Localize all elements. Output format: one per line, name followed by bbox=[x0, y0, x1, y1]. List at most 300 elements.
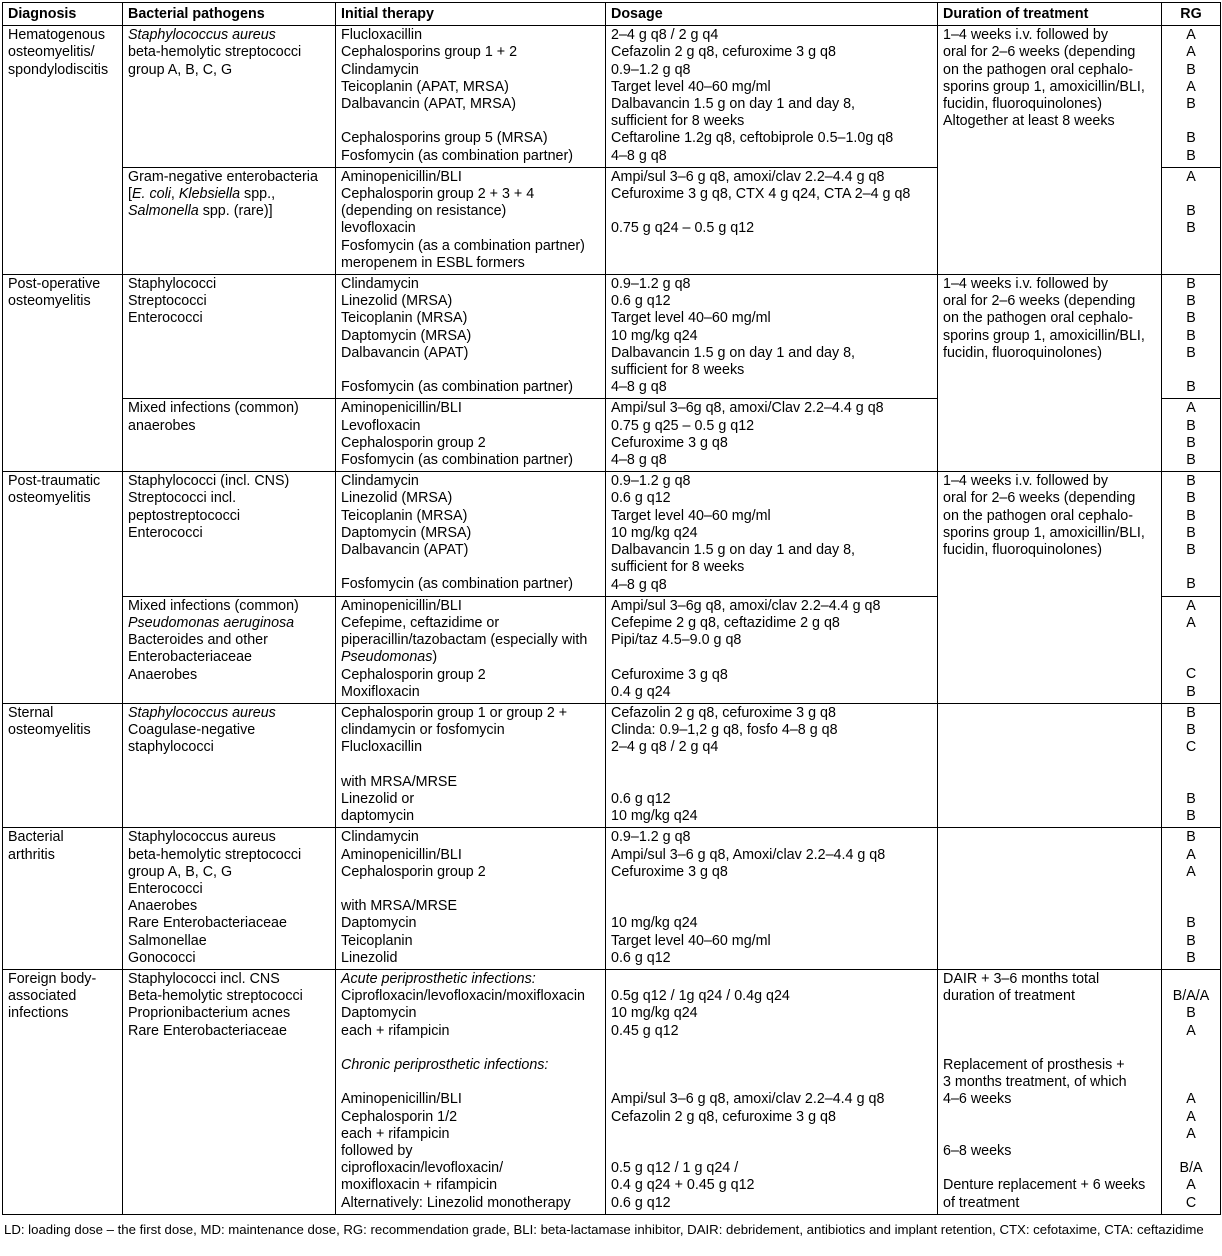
duration-line bbox=[943, 1160, 1156, 1177]
therapy-line: Fosfomycin (as combination partner) bbox=[341, 379, 574, 396]
therapy-cell bbox=[336, 167, 606, 274]
rg-line: A bbox=[1186, 78, 1196, 95]
duration-line: sporins group 1, amoxicillin/BLI, bbox=[943, 524, 1145, 541]
pathogen-line: Staphylococcus aureus bbox=[128, 704, 276, 721]
rg-line: B bbox=[1186, 542, 1196, 559]
dosage-line: 0.6 g q12 bbox=[611, 790, 671, 807]
duration-line: sporins group 1, amoxicillin/BLI, bbox=[943, 78, 1145, 95]
therapy-cell bbox=[336, 828, 606, 970]
dosage-line: 4–8 g q8 bbox=[611, 147, 667, 164]
therapy-line bbox=[341, 881, 600, 898]
therapy-line bbox=[341, 757, 600, 774]
therapy-line: Daptomycin bbox=[341, 915, 417, 932]
pathogen-line: Salmonellae bbox=[128, 932, 207, 949]
dosage-line: 0.6 g q12 bbox=[611, 949, 671, 966]
duration-line: fucidin, fluoroquinolones) bbox=[943, 96, 1102, 113]
rg-line bbox=[1164, 649, 1218, 666]
therapy-line: Aminopenicillin/BLI bbox=[341, 597, 462, 614]
pathogens-cell bbox=[123, 472, 336, 596]
dosage-line: 0.45 g q12 bbox=[611, 1022, 679, 1039]
dosage-line bbox=[611, 649, 932, 666]
diagnosis-cell bbox=[3, 472, 123, 704]
therapy-line: Clindamycin bbox=[341, 61, 419, 78]
dosage-line: 0.9–1.2 g q8 bbox=[611, 829, 691, 846]
rg-line: B bbox=[1186, 203, 1196, 220]
therapy-line: with MRSA/MRSE bbox=[341, 898, 457, 915]
therapy-cell bbox=[336, 703, 606, 827]
pathogen-line: [E. coli, Klebsiella spp., bbox=[128, 186, 276, 203]
therapy-line: Teicoplanin (APAT, MRSA) bbox=[341, 78, 509, 95]
dosage-cell bbox=[606, 26, 938, 168]
dosage-cell bbox=[606, 596, 938, 703]
rg-line bbox=[1164, 113, 1218, 130]
duration-line: of treatment bbox=[943, 1194, 1020, 1211]
pathogen-line: Gonococci bbox=[128, 949, 196, 966]
duration-line: 6–8 weeks bbox=[943, 1142, 1012, 1159]
therapy-line bbox=[341, 1074, 600, 1091]
dosage-line: 0.6 g q12 bbox=[611, 1194, 671, 1211]
pathogens-cell bbox=[123, 275, 336, 399]
duration-line: Altogether at least 8 weeks bbox=[943, 113, 1115, 130]
rg-line: B bbox=[1186, 1005, 1196, 1022]
therapy-line: Aminopenicillin/BLI bbox=[341, 168, 462, 185]
dosage-line: 0.9–1.2 g q8 bbox=[611, 276, 691, 293]
rg-line: A bbox=[1186, 1022, 1196, 1039]
dosage-line: 0.4 g q24 bbox=[611, 683, 671, 700]
diagnosis-cell bbox=[3, 703, 123, 827]
dosage-line: 10 mg/kg q24 bbox=[611, 524, 698, 541]
dosage-line: Target level 40–60 mg/ml bbox=[611, 78, 771, 95]
dosage-line bbox=[611, 1057, 932, 1074]
therapy-line: with MRSA/MRSE bbox=[341, 773, 457, 790]
dosage-line bbox=[611, 1126, 932, 1143]
rg-line: B bbox=[1186, 808, 1196, 825]
duration-line: 1–4 weeks i.v. followed by bbox=[943, 276, 1109, 293]
pathogen-line: Proprionibacterium acnes bbox=[128, 1005, 291, 1022]
pathogen-line: Beta-hemolytic streptococci bbox=[128, 988, 303, 1005]
rg-line: A bbox=[1186, 1108, 1196, 1125]
therapy-line: Teicoplanin (MRSA) bbox=[341, 507, 468, 524]
therapy-line: Linezolid or bbox=[341, 790, 415, 807]
dosage-line: Cefuroxime 3 g q8 bbox=[611, 434, 728, 451]
rg-line bbox=[1164, 757, 1218, 774]
diagnosis-line: Post-traumatic bbox=[8, 473, 101, 490]
rg-line: B bbox=[1186, 310, 1196, 327]
therapy-line: Aminopenicillin/BLI bbox=[341, 846, 462, 863]
pathogen-line: peptostreptococci bbox=[128, 507, 241, 524]
therapy-line: Fosfomycin (as combination partner) bbox=[341, 452, 574, 469]
dosage-line: 0.9–1.2 g q8 bbox=[611, 61, 691, 78]
duration-line: duration of treatment bbox=[943, 988, 1075, 1005]
rg-line: B/A bbox=[1179, 1160, 1203, 1177]
duration-line: DAIR + 3–6 months total bbox=[943, 970, 1100, 987]
diagnosis-cell bbox=[3, 26, 123, 275]
dosage-line: Ampi/sul 3–6g q8, amoxi/Clav 2.2–4.4 g q8 bbox=[611, 400, 884, 417]
therapy-line: Cefepime, ceftazidime or bbox=[341, 614, 500, 631]
therapy-line bbox=[341, 113, 600, 130]
pathogen-line: Coagulase-negative bbox=[128, 722, 256, 739]
dosage-line: 10 mg/kg q24 bbox=[611, 327, 698, 344]
pathogens-cell bbox=[123, 399, 336, 472]
rg-line bbox=[1164, 1040, 1218, 1057]
dosage-line: 0.75 g q24 – 0.5 g q12 bbox=[611, 220, 755, 237]
dosage-line: 2–4 g q8 / 2 g q4 bbox=[611, 739, 719, 756]
dosage-line: Cefuroxime 3 g q8 bbox=[611, 863, 728, 880]
pathogens-cell bbox=[123, 596, 336, 703]
pathogen-line: Mixed infections (common) bbox=[128, 597, 299, 614]
therapy-line: Cephalosporin group 2 + 3 + 4 bbox=[341, 186, 535, 203]
therapy-line: Linezolid (MRSA) bbox=[341, 490, 453, 507]
duration-line: Denture replacement + 6 weeks bbox=[943, 1177, 1146, 1194]
therapy-line bbox=[341, 362, 600, 379]
duration-line bbox=[943, 1040, 1156, 1057]
diagnosis-line: infections bbox=[8, 1005, 69, 1022]
table-row bbox=[3, 703, 1221, 827]
dosage-line: 0.5g q12 / 1g q24 / 0.4g q24 bbox=[611, 988, 790, 1005]
therapy-line: Cephalosporin group 2 bbox=[341, 666, 486, 683]
rg-line: A bbox=[1186, 168, 1196, 185]
pathogen-line: Streptococci incl. bbox=[128, 490, 237, 507]
rg-line bbox=[1164, 186, 1218, 203]
pathogen-line: Enterobacteriaceae bbox=[128, 649, 252, 666]
therapy-cell bbox=[336, 399, 606, 472]
therapy-cell bbox=[336, 472, 606, 596]
dosage-line: sufficient for 8 weeks bbox=[611, 559, 745, 576]
rg-cell bbox=[1162, 472, 1221, 596]
therapy-line: Fosfomycin (as combination partner) bbox=[341, 576, 574, 593]
rg-line: B bbox=[1186, 683, 1196, 700]
duration-cell bbox=[938, 969, 1162, 1214]
therapy-line: piperacillin/tazobactam (especially with bbox=[341, 632, 588, 649]
dosage-cell bbox=[606, 703, 938, 827]
duration-line: oral for 2–6 weeks (depending bbox=[943, 44, 1136, 61]
rg-line: B bbox=[1186, 915, 1196, 932]
header-rg: RG bbox=[1162, 3, 1221, 26]
therapy-line: Dalbavancin (APAT, MRSA) bbox=[341, 96, 517, 113]
rg-line: A bbox=[1186, 27, 1196, 44]
pathogen-line: Enterococci bbox=[128, 310, 203, 327]
therapy-line: Pseudomonas) bbox=[341, 649, 438, 666]
dosage-line bbox=[611, 898, 932, 915]
rg-line bbox=[1164, 971, 1218, 988]
therapy-cell bbox=[336, 26, 606, 168]
dosage-line: 0.6 g q12 bbox=[611, 293, 671, 310]
therapy-line: followed by bbox=[341, 1142, 413, 1159]
rg-cell bbox=[1162, 596, 1221, 703]
dosage-line: 4–8 g q8 bbox=[611, 379, 667, 396]
dosage-line bbox=[611, 774, 932, 791]
dosage-line bbox=[611, 881, 932, 898]
therapy-line: Teicoplanin (MRSA) bbox=[341, 310, 468, 327]
diagnosis-line: Post-operative bbox=[8, 276, 101, 293]
therapy-line bbox=[341, 559, 600, 576]
diagnosis-line: osteomyelitis/ bbox=[8, 44, 95, 61]
dosage-line: 0.6 g q12 bbox=[611, 490, 671, 507]
rg-line: A bbox=[1186, 597, 1196, 614]
rg-line: B bbox=[1186, 452, 1196, 469]
pathogens-cell bbox=[123, 828, 336, 970]
duration-line: on the pathogen oral cephalo- bbox=[943, 61, 1133, 78]
table-row bbox=[3, 828, 1221, 970]
pathogen-line: Gram-negative enterobacteria bbox=[128, 168, 318, 185]
rg-cell bbox=[1162, 703, 1221, 827]
rg-line: C bbox=[1185, 666, 1197, 683]
dosage-line: Target level 40–60 mg/ml bbox=[611, 310, 771, 327]
dosage-line bbox=[611, 238, 932, 255]
rg-line: B bbox=[1186, 147, 1196, 164]
duration-line: on the pathogen oral cephalo- bbox=[943, 507, 1133, 524]
duration-line: sporins group 1, amoxicillin/BLI, bbox=[943, 327, 1145, 344]
rg-line bbox=[1164, 881, 1218, 898]
table-footnote: LD: loading dose – the first dose, MD: maintenance dose, RG: recommendation grade, BLI: beta-lactamase inhibitor, DAIR: debridement, antibiotics and implant retention, CTX: cefotaxime, CTA: ceftazidime bbox=[4, 1221, 1204, 1237]
dosage-line: Cefazolin 2 g q8, cefuroxime 3 g q8 bbox=[611, 704, 836, 721]
diagnosis-cell bbox=[3, 828, 123, 970]
duration-line bbox=[943, 1126, 1156, 1143]
dosage-cell bbox=[606, 167, 938, 274]
duration-line: Replacement of prosthesis + bbox=[943, 1056, 1125, 1073]
pathogen-line: Pseudomonas aeruginosa bbox=[128, 614, 295, 631]
dosage-line bbox=[611, 1074, 932, 1091]
therapy-line: Clindamycin bbox=[341, 276, 419, 293]
diagnosis-line: Bacterial bbox=[8, 829, 64, 846]
header-row bbox=[3, 3, 1221, 26]
rg-line: B/A/A bbox=[1172, 988, 1210, 1005]
rg-line: C bbox=[1185, 739, 1197, 756]
dosage-line: 10 mg/kg q24 bbox=[611, 915, 698, 932]
rg-line: B bbox=[1186, 949, 1196, 966]
therapy-line: Daptomycin (MRSA) bbox=[341, 327, 472, 344]
dosage-line: Ampi/sul 3–6 g q8, amoxi/clav 2.2–4.4 g q8 bbox=[611, 168, 885, 185]
duration-line bbox=[943, 1023, 1156, 1040]
therapy-line: Fosfomycin (as combination partner) bbox=[341, 147, 574, 164]
duration-line: oral for 2–6 weeks (depending bbox=[943, 490, 1136, 507]
pathogen-line: Rare Enterobacteriaceae bbox=[128, 915, 287, 932]
dosage-cell bbox=[606, 969, 938, 1214]
therapy-line: Levofloxacin bbox=[341, 417, 421, 434]
rg-line: B bbox=[1186, 327, 1196, 344]
rg-line: B bbox=[1186, 829, 1196, 846]
rg-cell bbox=[1162, 275, 1221, 399]
dosage-line: Cefepime 2 g q8, ceftazidime 2 g q8 bbox=[611, 614, 840, 631]
dosage-line bbox=[611, 1040, 932, 1057]
pathogen-line: Staphylococcus aureus bbox=[128, 829, 276, 846]
rg-line bbox=[1164, 255, 1218, 272]
rg-line bbox=[1164, 1143, 1218, 1160]
dosage-line: 2–4 g q8 / 2 g q4 bbox=[611, 27, 719, 44]
dosage-line: Ampi/sul 3–6g q8, amoxi/clav 2.2–4.4 g q8 bbox=[611, 597, 881, 614]
dosage-line: 0.75 g q25 – 0.5 g q12 bbox=[611, 417, 755, 434]
therapy-line: Linezolid bbox=[341, 949, 398, 966]
duration-line: fucidin, fluoroquinolones) bbox=[943, 542, 1102, 559]
pathogens-cell bbox=[123, 969, 336, 1214]
dosage-line: Cefuroxime 3 g q8 bbox=[611, 666, 728, 683]
dosage-line: sufficient for 8 weeks bbox=[611, 362, 745, 379]
rg-line bbox=[1164, 774, 1218, 791]
dosage-line: Cefuroxime 3 g q8, CTX 4 g q24, CTA 2–4 g q8 bbox=[611, 186, 911, 203]
rg-cell bbox=[1162, 399, 1221, 472]
dosage-line: Dalbavancin 1.5 g on day 1 and day 8, bbox=[611, 344, 856, 361]
rg-line bbox=[1164, 1057, 1218, 1074]
pathogen-line: Staphylococcus aureus bbox=[128, 27, 276, 44]
dosage-line: sufficient for 8 weeks bbox=[611, 113, 745, 130]
therapy-line: Chronic periprosthetic infections: bbox=[341, 1056, 549, 1073]
table-body bbox=[3, 26, 1221, 1215]
therapy-line: Cephalosporins group 1 + 2 bbox=[341, 44, 518, 61]
pathogen-line: Staphylococci incl. CNS bbox=[128, 970, 280, 987]
rg-line: B bbox=[1186, 130, 1196, 147]
dosage-line: 4–8 g q8 bbox=[611, 452, 667, 469]
dosage-line: Cefazolin 2 g q8, cefuroxime 3 g q8 bbox=[611, 44, 836, 61]
diagnosis-cell bbox=[3, 275, 123, 472]
pathogen-line: Anaerobes bbox=[128, 666, 198, 683]
therapy-line: Flucloxacillin bbox=[341, 27, 423, 44]
therapy-line: ciprofloxacin/levofloxacin/ bbox=[341, 1160, 504, 1177]
header-diagnosis: Diagnosis bbox=[3, 3, 123, 26]
dosage-line bbox=[611, 255, 932, 272]
therapy-line: Aminopenicillin/BLI bbox=[341, 1091, 462, 1108]
dosage-line: 0.4 g q24 + 0.45 g q12 bbox=[611, 1177, 755, 1194]
therapy-line: Cephalosporin group 2 bbox=[341, 863, 486, 880]
duration-line: fucidin, fluoroquinolones) bbox=[943, 344, 1102, 361]
therapy-line: Dalbavancin (APAT) bbox=[341, 344, 469, 361]
rg-line bbox=[1164, 632, 1218, 649]
dosage-line bbox=[611, 203, 932, 220]
diagnosis-cell bbox=[3, 969, 123, 1214]
dosage-cell bbox=[606, 828, 938, 970]
therapy-line: clindamycin or fosfomycin bbox=[341, 722, 505, 739]
dosage-line: Target level 40–60 mg/ml bbox=[611, 507, 771, 524]
rg-line: A bbox=[1186, 400, 1196, 417]
table-header bbox=[3, 3, 1221, 26]
therapy-line: Daptomycin (MRSA) bbox=[341, 524, 472, 541]
rg-line: B bbox=[1186, 344, 1196, 361]
duration-line: 3 months treatment, of which bbox=[943, 1074, 1127, 1091]
dosage-line: Dalbavancin 1.5 g on day 1 and day 8, bbox=[611, 542, 856, 559]
dosage-line: 4–8 g q8 bbox=[611, 576, 667, 593]
dosage-line: Cefazolin 2 g q8, cefuroxime 3 g q8 bbox=[611, 1108, 836, 1125]
therapy-line: Clindamycin bbox=[341, 473, 419, 490]
therapy-line: meropenem in ESBL formers bbox=[341, 254, 525, 271]
rg-line: B bbox=[1186, 524, 1196, 541]
table-row bbox=[3, 472, 1221, 596]
dosage-line: 0.9–1.2 g q8 bbox=[611, 473, 691, 490]
therapy-line: Alternatively: Linezolid monotherapy bbox=[341, 1194, 571, 1211]
pathogen-line: Staphylococci bbox=[128, 276, 217, 293]
diagnosis-line: osteomyelitis bbox=[8, 293, 91, 310]
header-dosage: Dosage bbox=[606, 3, 938, 26]
pathogen-line: group A, B, C, G bbox=[128, 61, 233, 78]
rg-cell bbox=[1162, 828, 1221, 970]
rg-line bbox=[1164, 1074, 1218, 1091]
pathogens-cell bbox=[123, 26, 336, 168]
therapy-line: (depending on resistance) bbox=[341, 203, 507, 220]
dosage-line: Ampi/sul 3–6 g q8, amoxi/clav 2.2–4.4 g q8 bbox=[611, 1091, 885, 1108]
pathogen-line: Salmonella spp. (rare)] bbox=[128, 203, 273, 220]
therapy-line: Ciprofloxacin/levofloxacin/moxifloxacin bbox=[341, 988, 585, 1005]
rg-line bbox=[1164, 238, 1218, 255]
pathogen-line: staphylococci bbox=[128, 739, 214, 756]
rg-line: B bbox=[1186, 507, 1196, 524]
rg-line: B bbox=[1186, 434, 1196, 451]
duration-line: 1–4 weeks i.v. followed by bbox=[943, 473, 1109, 490]
dosage-line: Ampi/sul 3–6 g q8, Amoxi/clav 2.2–4.4 g q8 bbox=[611, 846, 886, 863]
therapy-line: daptomycin bbox=[341, 808, 415, 825]
rg-line: A bbox=[1186, 1125, 1196, 1142]
pathogens-cell bbox=[123, 167, 336, 274]
pathogen-line: Anaerobes bbox=[128, 898, 198, 915]
header-bacterial-pathogens: Bacterial pathogens bbox=[123, 3, 336, 26]
rg-line: B bbox=[1186, 379, 1196, 396]
pathogen-line: Staphylococci (incl. CNS) bbox=[128, 473, 290, 490]
pathogen-line: beta-hemolytic streptococci bbox=[128, 44, 302, 61]
duration-cell bbox=[938, 472, 1162, 704]
duration-cell bbox=[938, 275, 1162, 472]
duration-line: 4–6 weeks bbox=[943, 1091, 1012, 1108]
pathogen-line: Mixed infections (common) bbox=[128, 400, 299, 417]
pathogen-line: Enterococci bbox=[128, 880, 203, 897]
duration-cell bbox=[938, 703, 1162, 827]
dosage-line: Dalbavancin 1.5 g on day 1 and day 8, bbox=[611, 96, 856, 113]
rg-line bbox=[1164, 362, 1218, 379]
therapy-line: Teicoplanin bbox=[341, 932, 413, 949]
header-initial-therapy: Initial therapy bbox=[336, 3, 606, 26]
rg-line bbox=[1164, 898, 1218, 915]
dosage-line: Target level 40–60 mg/ml bbox=[611, 932, 771, 949]
pathogen-line: group A, B, C, G bbox=[128, 863, 233, 880]
rg-line: B bbox=[1186, 473, 1196, 490]
dosage-line: 10 mg/kg q24 bbox=[611, 808, 698, 825]
therapy-line: Cephalosporins group 5 (MRSA) bbox=[341, 130, 548, 147]
therapy-line: Moxifloxacin bbox=[341, 683, 420, 700]
diagnosis-line: arthritis bbox=[8, 846, 55, 863]
rg-line: B bbox=[1186, 790, 1196, 807]
therapy-cell bbox=[336, 969, 606, 1214]
dosage-cell bbox=[606, 275, 938, 399]
therapy-line: Cephalosporin group 2 bbox=[341, 434, 486, 451]
duration-line: oral for 2–6 weeks (depending bbox=[943, 293, 1136, 310]
duration-cell bbox=[938, 828, 1162, 970]
therapy-line bbox=[341, 1040, 600, 1057]
rg-line: B bbox=[1186, 932, 1196, 949]
diagnosis-line: associated bbox=[8, 988, 77, 1005]
rg-line: A bbox=[1186, 1177, 1196, 1194]
duration-line: 1–4 weeks i.v. followed by bbox=[943, 27, 1109, 44]
rg-line: A bbox=[1186, 614, 1196, 631]
pathogens-cell bbox=[123, 703, 336, 827]
therapy-line: each + rifampicin bbox=[341, 1022, 450, 1039]
dosage-line bbox=[611, 757, 932, 774]
rg-line: B bbox=[1186, 576, 1196, 593]
dosage-cell bbox=[606, 399, 938, 472]
rg-line: A bbox=[1186, 44, 1196, 61]
dosage-line: Pipi/taz 4.5–9.0 g q8 bbox=[611, 632, 742, 649]
therapy-line: Cephalosporin group 1 or group 2 + bbox=[341, 704, 568, 721]
diagnosis-line: Sternal bbox=[8, 704, 54, 721]
rg-line bbox=[1164, 559, 1218, 576]
rg-line: B bbox=[1186, 96, 1196, 113]
dosage-line: Ceftaroline 1.2g q8, ceftobiprole 0.5–1.0g q8 bbox=[611, 130, 894, 147]
dosage-line: 0.5 g q12 / 1 g q24 / bbox=[611, 1160, 739, 1177]
diagnosis-line: Hematogenous bbox=[8, 27, 105, 44]
diagnosis-line: osteomyelitis bbox=[8, 490, 91, 507]
dosage-cell bbox=[606, 472, 938, 596]
rg-cell bbox=[1162, 26, 1221, 168]
therapy-line: Dalbavancin (APAT) bbox=[341, 542, 469, 559]
rg-line: A bbox=[1186, 863, 1196, 880]
therapy-line: Fosfomycin (as a combination partner) bbox=[341, 237, 585, 254]
rg-line: B bbox=[1186, 220, 1196, 237]
dosage-line: 10 mg/kg q24 bbox=[611, 1005, 698, 1022]
